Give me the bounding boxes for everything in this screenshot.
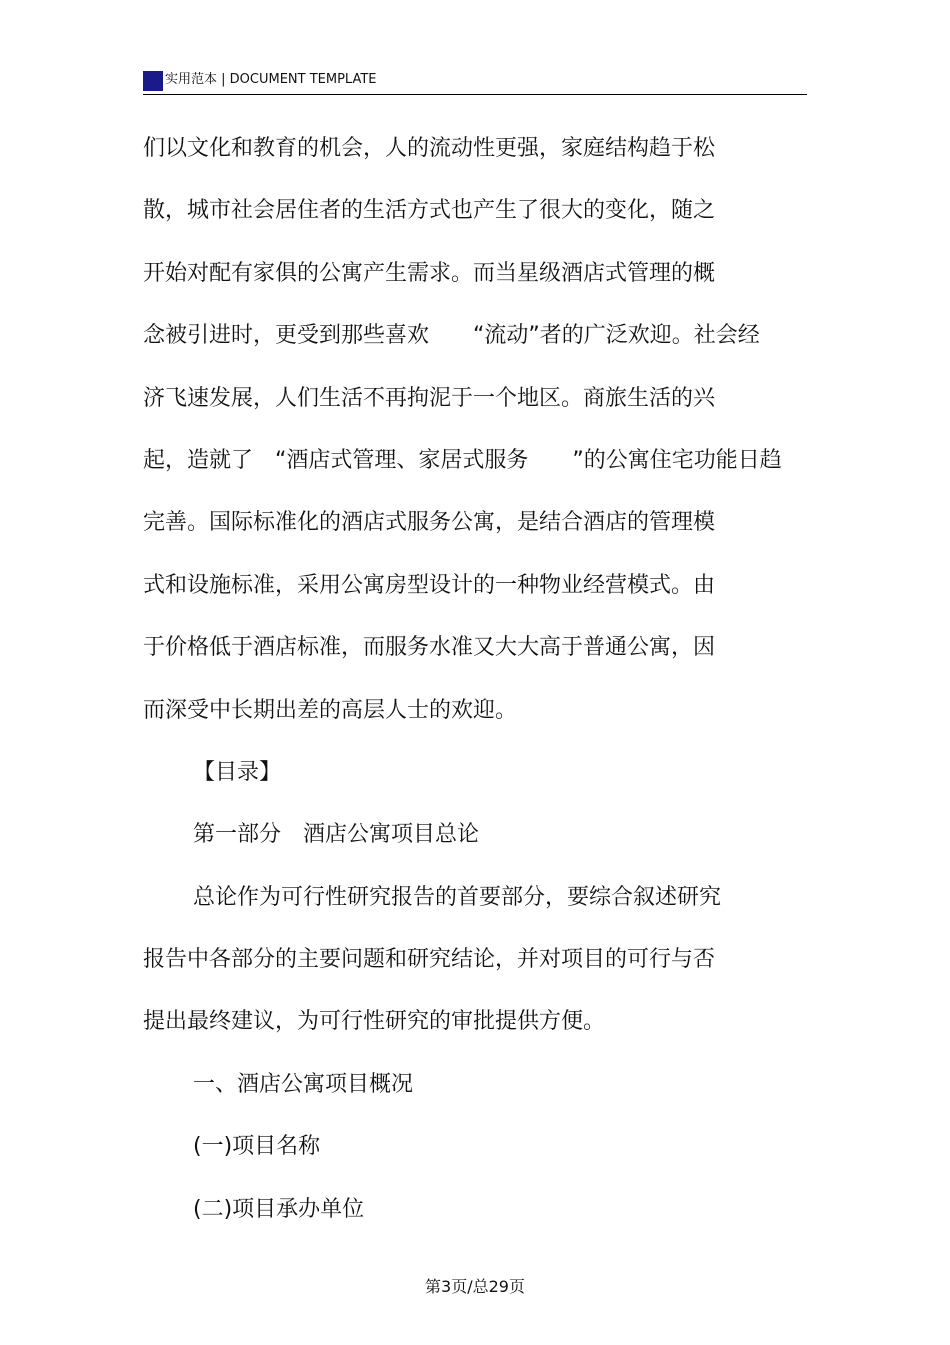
text-line: 们以文化和教育的机会，人的流动性更强，家庭结构趋于松 [143,136,716,161]
list-item: (二)项目承办单位 [193,1196,365,1222]
page-header [143,70,807,95]
text-line: 提出最终建议，为可行性研究的审批提供方便。 [143,1009,606,1035]
logo-square-icon [143,71,163,91]
header-title: 实用范本 | DOCUMENT TEMPLATE [165,72,377,87]
text-line: 报告中各部分的主要问题和研究结论，并对项目的可行与否 [143,947,716,973]
text-line: 完善。国际标准化的酒店式服务公寓，是结合酒店的管理模 [143,510,716,536]
text-line: 济飞速发展，人们生活不再拘泥于一个地区。商旅生活的兴 [143,385,716,411]
document-body [143,118,807,1241]
text-line: 散，城市社会居住者的生活方式也产生了很大的变化，随之 [143,198,716,224]
toc-heading: 【目录】 [193,759,282,785]
text-line: 而深受中长期出差的高层人士的欢迎。 [143,697,518,723]
paragraph-start-line: 总论作为可行性研究报告的首要部分，要综合叙述研究 [193,884,722,910]
page-number: 第3页/总29页 [425,1277,525,1296]
text-line: 念被引进时，更受到那些喜欢 “流动”者的广泛欢迎。社会经 [143,323,760,349]
section-heading: 第一部分 酒店公寓项目总论 [193,822,480,848]
text-line: 于价格低于酒店标准，而服务水准又大大高于普通公寓，因 [143,635,716,661]
text-line: 起，造就了 “酒店式管理、家居式服务 ”的公寓住宅功能日趋 [143,447,782,473]
text-line: 开始对配有家俱的公寓产生需求。而当星级酒店式管理的概 [143,260,716,286]
text-line: 式和设施标准，采用公寓房型设计的一种物业经营模式。由 [143,572,716,598]
list-item: (一)项目名称 [193,1134,321,1160]
subsection-heading: 一、酒店公寓项目概况 [193,1071,414,1097]
